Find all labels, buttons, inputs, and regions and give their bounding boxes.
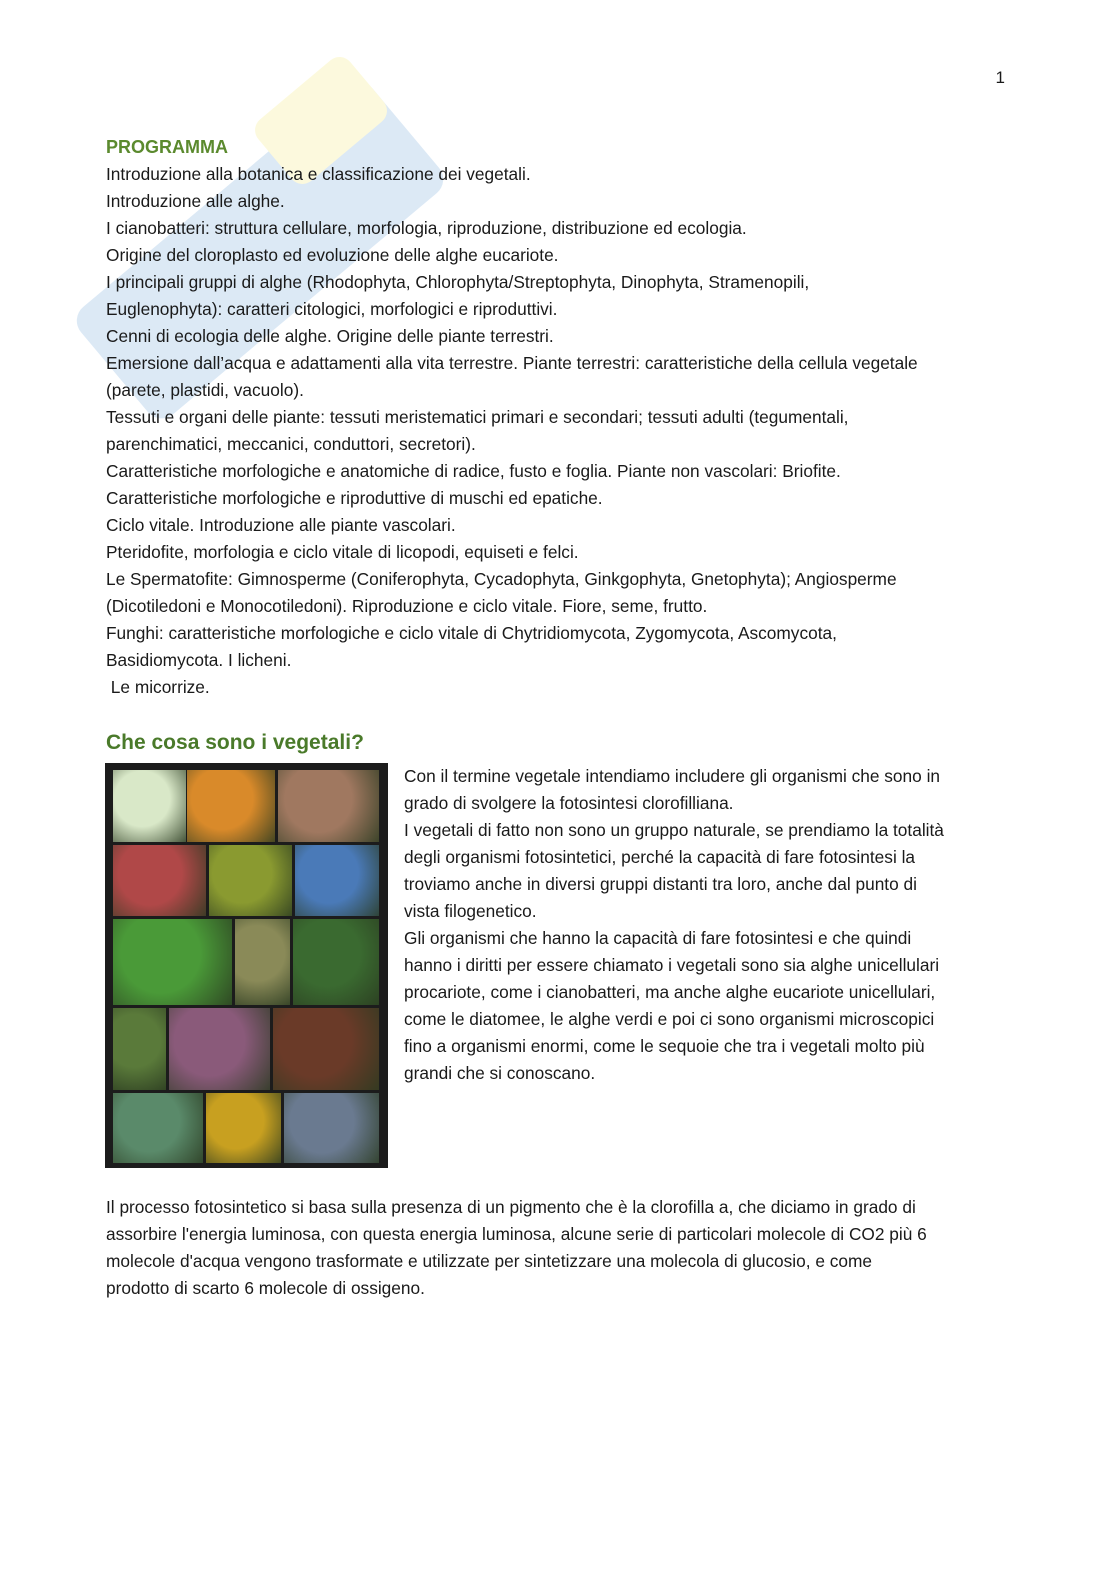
intro-text [404, 763, 1008, 1087]
intro-line: fino a organismi enormi, come le sequoie che tra i vegetali molto più [404, 1036, 925, 1056]
program-line: Emersione dall’acqua e adattamenti alla vita terrestre. Piante terrestri: caratteristiche della cellula vegetale [106, 353, 918, 373]
orange-rose-photo [187, 770, 275, 842]
process-paragraph [106, 1194, 1011, 1302]
intro-line: grandi che si conoscano. [404, 1063, 596, 1083]
program-line: Euglenophyta): caratteri citologici, morfologici e riproduttivi. [106, 299, 558, 319]
program-line: Origine del cloroplasto ed evoluzione delle alghe eucariote. [106, 245, 559, 265]
algae-cell-photo [113, 770, 186, 842]
intro-line: Con il termine vegetale intendiamo includere gli organismi che sono in [404, 766, 941, 786]
program-line: I principali gruppi di alghe (Rhodophyta, Chlorophyta/Streptophyta, Dinophyta, Stramenopili, [106, 272, 810, 292]
sunflowers-photo [206, 1093, 281, 1163]
program-block [106, 134, 1006, 701]
program-line: Pteridofite, morfologia e ciclo vitale di licopodi, equiseti e felci. [106, 542, 579, 562]
intro-line: I vegetali di fatto non sono un gruppo naturale, se prendiamo la totalità [404, 820, 944, 840]
program-line: Introduzione alle alghe. [106, 191, 285, 211]
fern-leaves-photo [113, 1008, 166, 1090]
process-line: prodotto di scarto 6 molecole di ossigeno. [106, 1278, 425, 1298]
intro-line: vista filogenetico. [404, 901, 537, 921]
program-line: parenchimatici, meccanici, conduttori, secretori). [106, 434, 476, 454]
intro-line: come le diatomee, le alghe verdi e poi ci sono organismi microscopici [404, 1009, 935, 1029]
program-line: Introduzione alla botanica e classificazione dei vegetali. [106, 164, 531, 184]
sundew-photo [113, 845, 206, 916]
section-title: Che cosa sono i vegetali? [106, 731, 364, 754]
process-line: molecole d'acqua vengono trasformate e utilizzate per sintetizzare una molecola di glucosio, e come [106, 1251, 873, 1271]
program-line: Le micorrize. [106, 677, 210, 697]
orchid-photo [169, 1008, 270, 1090]
process-line: Il processo fotosintetico si basa sulla presenza di un pigmento che è la clorofilla a, che diciamo in grado di [106, 1197, 916, 1217]
program-line: Caratteristiche morfologiche e riproduttive di muschi ed epatiche. [106, 488, 603, 508]
program-line: I cianobatteri: struttura cellulare, morfologia, riproduzione, distribuzione ed ecologia. [106, 218, 747, 238]
program-line: Basidiomycota. I licheni. [106, 650, 292, 670]
program-line: Ciclo vitale. Introduzione alle piante vascolari. [106, 515, 456, 535]
ginkgo-leaf-photo [113, 919, 232, 1005]
intro-line: hanno i diritti per essere chiamato i vegetali sono sia alghe unicellulari [404, 955, 940, 975]
desert-plant-photo [278, 770, 379, 842]
intro-line: degli organismi fotosintetici, perché la capacità di fare fotosintesi la [404, 847, 916, 867]
fir-cones-photo [284, 1093, 379, 1163]
intro-line: grado di svolgere la fotosintesi clorofilliana. [404, 793, 734, 813]
program-line: (parete, plastidi, vacuolo). [106, 380, 304, 400]
red-flowers-photo [273, 1008, 379, 1090]
fern-fiddlehead-photo [113, 1093, 203, 1163]
program-line: (Dicotiledoni e Monocotiledoni). Riproduzione e ciclo vitale. Fiore, seme, frutto. [106, 596, 708, 616]
plant-collage-image [105, 763, 388, 1168]
intro-line: Gli organismi che hanno la capacità di fare fotosintesi e che quindi [404, 928, 912, 948]
program-line: Cenni di ecologia delle alghe. Origine delle piante terrestri. [106, 326, 554, 346]
program-heading: PROGRAMMA [106, 137, 228, 157]
intro-line: troviamo anche in diversi gruppi distanti tra loro, anche dal punto di [404, 874, 917, 894]
tree-photo [295, 845, 379, 916]
page-number: 1 [995, 68, 1005, 87]
program-line: Tessuti e organi delle piante: tessuti meristematici primari e secondari; tessuti adulti (tegumentali, [106, 407, 849, 427]
program-line: Caratteristiche morfologiche e anatomiche di radice, fusto e foglia. Piante non vascolari: Briofite. [106, 461, 841, 481]
dandelion-seed-photo [235, 919, 290, 1005]
process-line: assorbire l'energia luminosa, con questa energia luminosa, alcune serie di particolari molecole di CO2 più 6 [106, 1224, 927, 1244]
raspberry-photo [209, 845, 292, 916]
clover-photo [293, 919, 379, 1005]
program-line: Le Spermatofite: Gimnosperme (Coniferophyta, Cycadophyta, Ginkgophyta, Gnetophyta); Angiosperme [106, 569, 897, 589]
intro-line: procariote, come i cianobatteri, ma anche alghe eucariote unicellulari, [404, 982, 936, 1002]
program-line: Funghi: caratteristiche morfologiche e ciclo vitale di Chytridiomycota, Zygomycota, Ascomycota, [106, 623, 837, 643]
